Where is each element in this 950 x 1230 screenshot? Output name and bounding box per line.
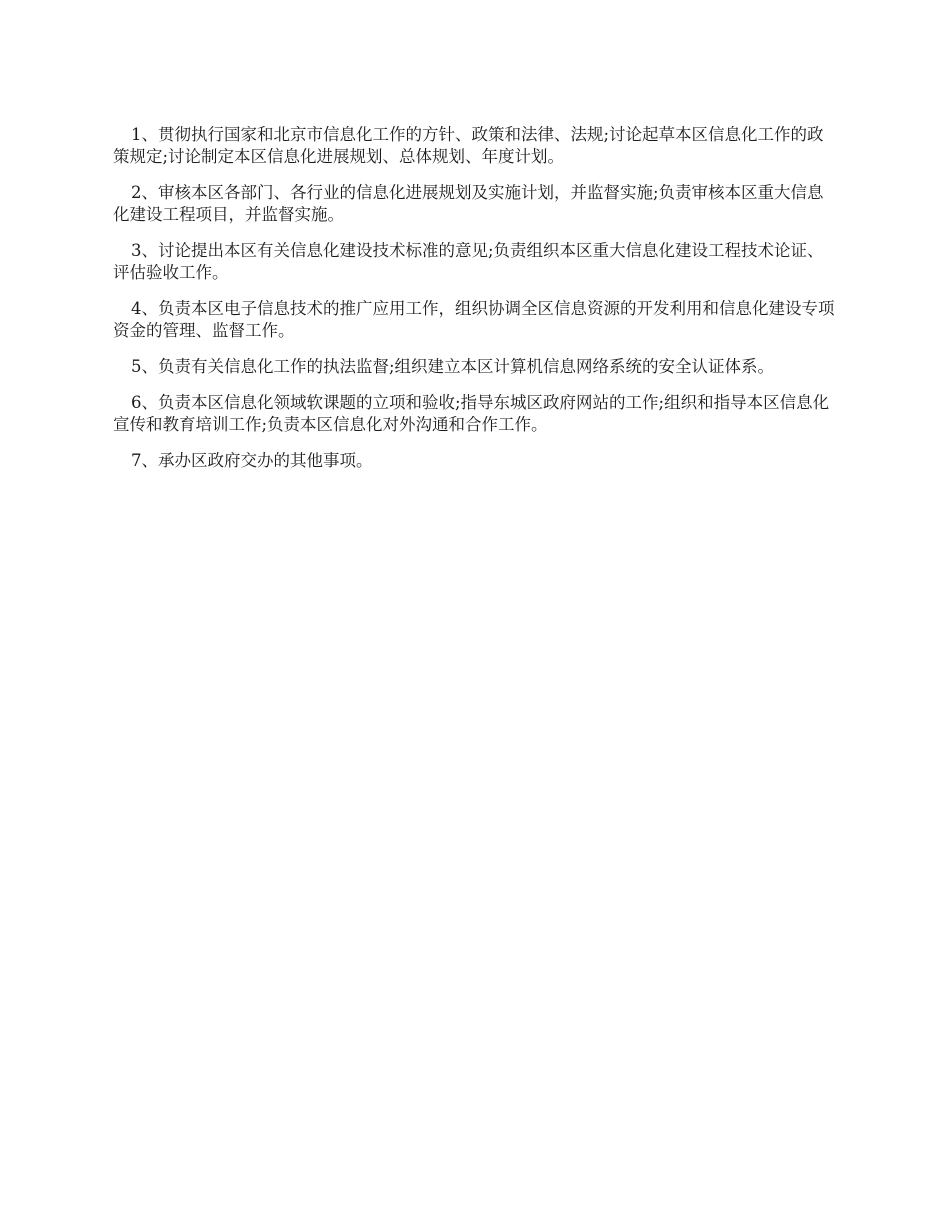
paragraph-item-6: 6、负责本区信息化领域软课题的立项和验收;指导东城区政府网站的工作;组织和指导本区信息化宣传和教育培训工作;负责本区信息化对外沟通和合作工作。: [113, 393, 830, 434]
paragraph-item-5: 5、负责有关信息化工作的执法监督;组织建立本区计算机信息网络系统的安全认证体系。: [131, 357, 775, 376]
paragraph-item-3: 3、讨论提出本区有关信息化建设技术标准的意见;负责组织本区重大信息化建设工程技术论证、评估验收工作。: [113, 241, 824, 282]
paragraph-item-2: 2、审核本区各部门、各行业的信息化进展规划及实施计划，并监督实施;负责审核本区重大信息化建设工程项目，并监督实施。: [113, 183, 824, 224]
document-body: [113, 124, 838, 486]
paragraph-item-1: 1、贯彻执行国家和北京市信息化工作的方针、政策和法律、法规;讨论起草本区信息化工作的政策规定;讨论制定本区信息化进展规划、总体规划、年度计划。: [113, 125, 824, 166]
paragraph-item-7: 7、承办区政府交办的其他事项。: [131, 451, 373, 470]
paragraph-item-4: 4、负责本区电子信息技术的推广应用工作，组织协调全区信息资源的开发利用和信息化建设专项资金的管理、监督工作。: [113, 299, 835, 340]
